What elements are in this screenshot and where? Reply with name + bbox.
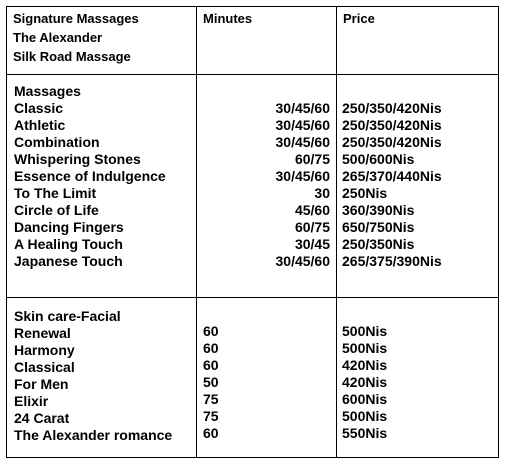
price-value: 500Nis [342, 340, 388, 356]
minutes-value: 30/45/60 [275, 100, 330, 116]
price-value: 250/350/420Nis [342, 134, 442, 150]
list-item: Elixir [14, 393, 49, 409]
minutes-value: 75 [203, 408, 219, 424]
minutes-value: 45/60 [294, 202, 330, 218]
minutes-value: 60 [203, 323, 219, 339]
price-value: 500/600Nis [342, 151, 415, 167]
section-title-massages: Massages [14, 83, 81, 99]
table-border-top [6, 6, 499, 7]
list-item: Harmony [14, 342, 75, 358]
header-subtitle-line: Silk Road Massage [13, 49, 131, 64]
header-title-line: Signature Massages [13, 11, 139, 26]
header-price: Price [343, 11, 375, 26]
list-item: Classical [14, 359, 75, 375]
minutes-value: 30/45 [294, 236, 330, 252]
minutes-value: 30/45/60 [275, 168, 330, 184]
minutes-value: 30 [314, 185, 330, 201]
minutes-value: 60 [203, 340, 219, 356]
list-item: Combination [14, 134, 100, 150]
price-value: 500Nis [342, 408, 388, 424]
facial-prices [342, 323, 387, 442]
minutes-value: 60/75 [294, 151, 330, 167]
list-item: The Alexander romance [14, 427, 173, 443]
list-item: Dancing Fingers [14, 219, 124, 235]
list-item: Circle of Life [14, 202, 99, 218]
minutes-value: 75 [203, 391, 219, 407]
price-value: 265/370/440Nis [342, 168, 442, 184]
header-signature-cell [13, 9, 139, 66]
minutes-value: 50 [203, 374, 219, 390]
price-value: 265/375/390Nis [342, 253, 442, 269]
row-divider-2 [6, 297, 499, 298]
price-value: 250/350/420Nis [342, 117, 442, 133]
minutes-value: 30/45/60 [275, 253, 330, 269]
massages-minutes [200, 100, 330, 270]
minutes-value: 60 [203, 357, 219, 373]
header-subtitle-line: The Alexander [13, 30, 103, 45]
list-item: To The Limit [14, 185, 97, 201]
list-item: Classic [14, 100, 64, 116]
list-item: Athletic [14, 117, 66, 133]
list-item: Whispering Stones [14, 151, 141, 167]
massages-prices [342, 100, 442, 270]
price-value: 250/350/420Nis [342, 100, 442, 116]
facial-minutes [203, 323, 219, 442]
price-value: 500Nis [342, 323, 388, 339]
price-value: 420Nis [342, 357, 388, 373]
list-item: For Men [14, 376, 69, 392]
row-divider-1 [6, 74, 499, 75]
price-value: 250Nis [342, 185, 388, 201]
list-item: Essence of Indulgence [14, 168, 166, 184]
massages-names [14, 83, 166, 270]
list-item: 24 Carat [14, 410, 70, 426]
price-value: 250/350Nis [342, 236, 415, 252]
list-item: Renewal [14, 325, 71, 341]
minutes-value: 60/75 [294, 219, 330, 235]
price-value: 550Nis [342, 425, 388, 441]
minutes-value: 30/45/60 [275, 117, 330, 133]
list-item: Japanese Touch [14, 253, 123, 269]
table-border-bottom [6, 457, 499, 458]
price-value: 650/750Nis [342, 219, 415, 235]
minutes-value: 30/45/60 [275, 134, 330, 150]
facial-names [14, 308, 172, 444]
price-value: 360/390Nis [342, 202, 415, 218]
minutes-value: 60 [203, 425, 219, 441]
section-title-facial: Skin care-Facial [14, 308, 121, 324]
list-item: A Healing Touch [14, 236, 123, 252]
price-value: 600Nis [342, 391, 388, 407]
price-value: 420Nis [342, 374, 388, 390]
header-minutes: Minutes [203, 11, 253, 26]
